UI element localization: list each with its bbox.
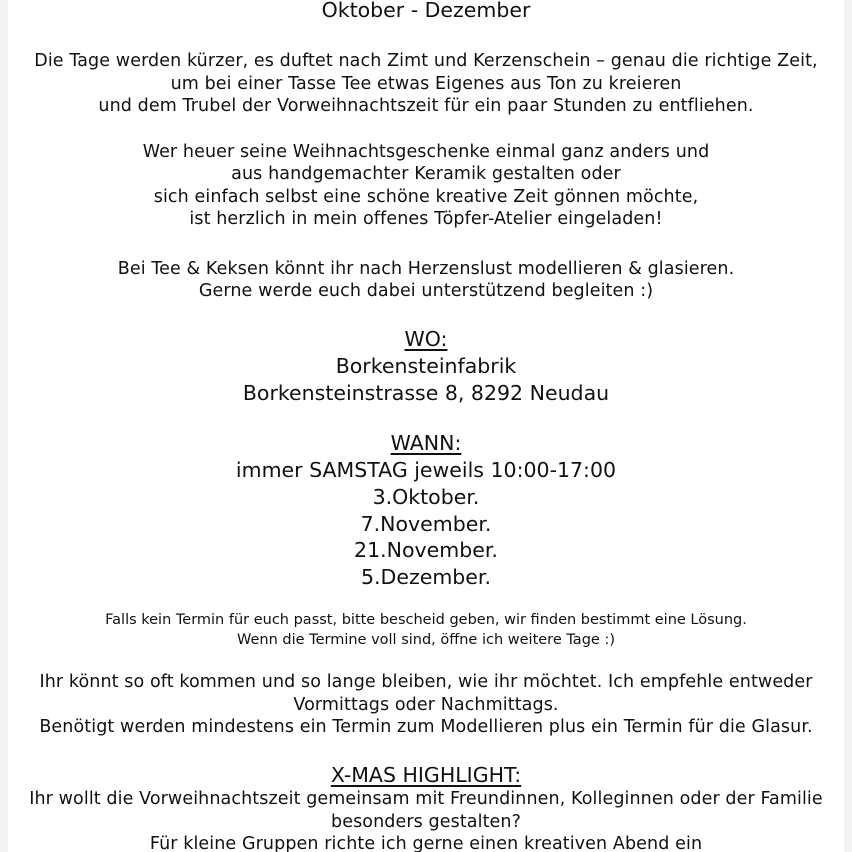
date-item: 7.November. [360,512,492,536]
venue-address: Borkensteinstrasse 8, 8292 Neudau [242,381,610,405]
schedule-text: immer SAMSTAG jeweils 10:00-17:00 [235,458,617,482]
invite-line: ist herzlich in mein offenes Töpfer-Atelier eingeladen! [189,209,663,229]
attendance-line: Ihr könnt so oft kommen und so lange bleiben, wie ihr möchtet. Ich empfehle entweder [39,672,813,692]
intro-line: um bei einer Tasse Tee etwas Eigenes aus Ton zu kreieren [170,74,682,94]
period-heading: Oktober - Dezember [321,0,531,22]
invite-line: Wer heuer seine Weihnachtsgeschenke einmal ganz anders und [142,142,710,162]
intro-line: und dem Trubel der Vorweihnachtszeit für ein paar Stunden zu entfliehen. [98,96,754,116]
note-line: Falls kein Termin für euch passt, bitte bescheid geben, wir finden bestimmt eine Lösung. [105,612,747,628]
invite-line: aus handgemachter Keramik gestalten oder [231,164,621,184]
highlight-line: besonders gestalten? [331,812,521,832]
date-item: 3.Oktober. [372,485,480,509]
flyer-page [8,0,844,852]
date-item: 21.November. [354,538,498,562]
highlight-heading: X-MAS HIGHLIGHT: [330,763,522,787]
intro-line: Die Tage werden kürzer, es duftet nach Zimt und Kerzenschein – genau die richtige Zeit, [34,51,818,71]
invite-line: sich einfach selbst eine schöne kreative Zeit gönnen möchte, [153,187,699,207]
highlight-line: Für kleine Gruppen richte ich gerne einen kreativen Abend ein [149,834,703,852]
venue-name: Borkensteinfabrik [335,354,517,378]
snacks-line: Gerne werde euch dabei unterstützend begleiten :) [198,281,654,301]
when-heading: WANN: [390,431,462,455]
snacks-line: Bei Tee & Keksen könnt ihr nach Herzenslust modellieren & glasieren. [117,259,735,279]
attendance-line: Benötigt werden mindestens ein Termin zum Modellieren plus ein Termin für die Glasur. [39,717,813,737]
attendance-line: Vormittags oder Nachmittags. [293,695,559,715]
date-item: 5.Dezember. [361,565,491,589]
where-heading: WO: [404,327,448,351]
highlight-line: Ihr wollt die Vorweihnachtszeit gemeinsam mit Freundinnen, Kolleginnen oder der Familie [29,789,823,809]
note-line: Wenn die Termine voll sind, öffne ich weitere Tage :) [237,632,615,648]
